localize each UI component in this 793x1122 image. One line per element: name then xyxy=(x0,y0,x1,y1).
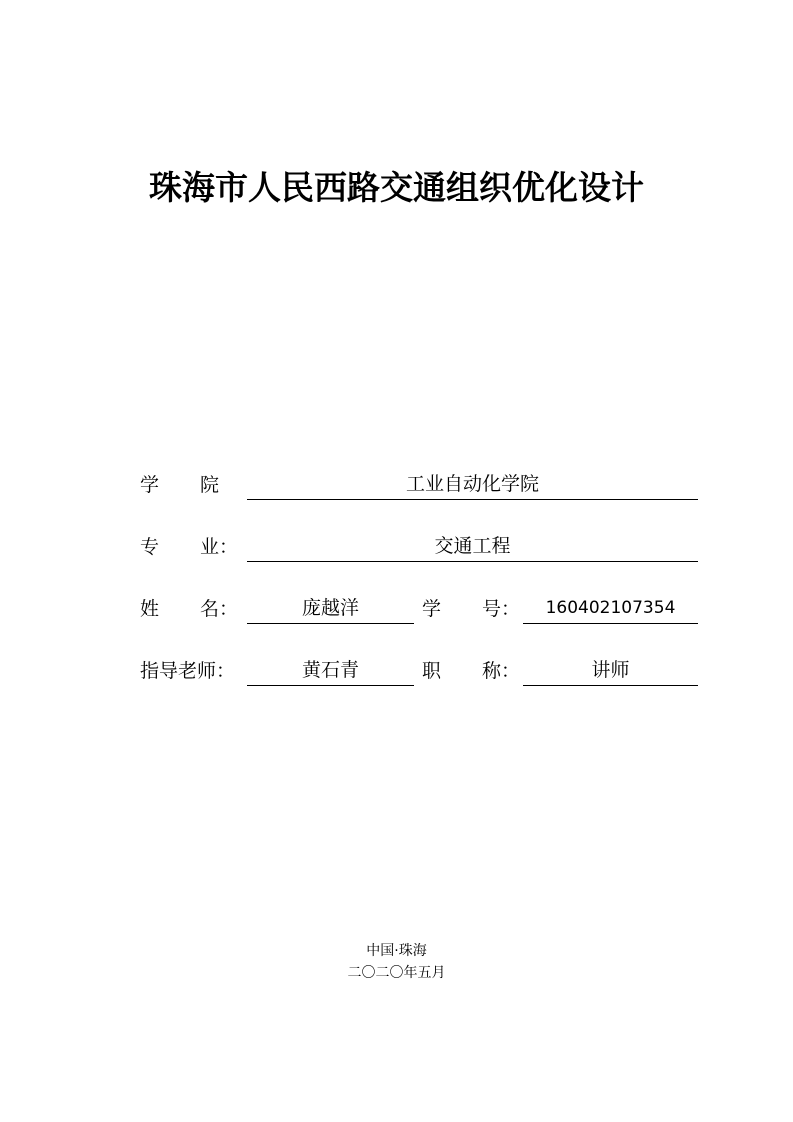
major-field: 交通工程 xyxy=(247,533,698,562)
student-id-label-char-1: 学 xyxy=(422,598,442,620)
rank-label-char-1: 职 xyxy=(422,660,442,682)
footer-date: 二〇二〇年五月 xyxy=(347,965,446,981)
major-row xyxy=(0,531,793,563)
advisor-title-row xyxy=(0,655,793,687)
college-label-char-2: 院 xyxy=(200,474,220,496)
major-label-char-2: 业： xyxy=(200,536,239,558)
name-field: 庞越洋 xyxy=(247,595,414,624)
college-row xyxy=(0,469,793,501)
rank-field: 讲师 xyxy=(523,657,698,686)
advisor-label: 指导老师： xyxy=(140,660,236,682)
student-id-field: 160402107354 xyxy=(523,595,698,624)
advisor-field: 黄石青 xyxy=(247,657,414,686)
thesis-title: 珠海市人民西路交通组织优化设计 xyxy=(149,168,644,207)
rank-label-char-2: 称： xyxy=(482,660,521,682)
college-field: 工业自动化学院 xyxy=(247,471,698,500)
name-id-row xyxy=(0,593,793,625)
college-label-char-1: 学 xyxy=(140,474,160,496)
name-label-char-2: 名： xyxy=(200,598,239,620)
student-id-label-char-2: 号： xyxy=(482,598,521,620)
name-label-char-1: 姓 xyxy=(140,598,160,620)
major-label-char-1: 专 xyxy=(140,536,160,558)
footer-place: 中国·珠海 xyxy=(366,943,427,959)
